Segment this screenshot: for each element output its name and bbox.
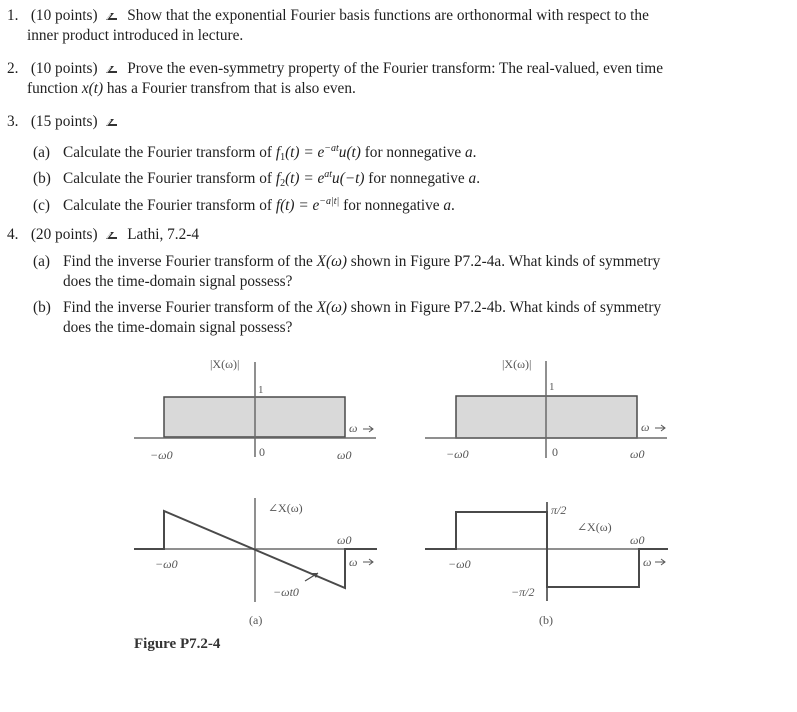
question-text-cont (7, 79, 782, 99)
math-x-of-t: x(t) (81, 80, 104, 97)
math: X(ω) (316, 253, 347, 270)
panel-b-phase-omega-axis-label: ω (643, 555, 652, 569)
question-number: 4. (7, 226, 19, 243)
panel-b-phase-upper-label: π/2 (551, 503, 567, 517)
math: a (443, 197, 452, 214)
panel-a-level-label: 1 (258, 384, 264, 396)
panel-b-tick-neg-omega0: −ω0 (446, 447, 469, 461)
panel-a-omega-axis-label: ω (349, 421, 358, 435)
text: Find the inverse Fourier transform of the (63, 299, 317, 316)
panel-b-magnitude-plot (425, 361, 667, 458)
panel-a-phase-annotation: −ωt0 (273, 585, 299, 599)
math: u(−t) (332, 170, 365, 187)
panel-a-phase-tick-omega0: ω0 (337, 533, 352, 547)
text: for nonnegative (364, 170, 469, 187)
pencil-icon (105, 230, 119, 240)
part-label: (c) (33, 197, 50, 214)
math: f (275, 144, 281, 161)
panel-b-phase-tick-omega0: ω0 (630, 533, 645, 547)
question-1 (7, 6, 782, 46)
panel-a-caption: (a) (249, 613, 263, 627)
part-label: (b) (33, 170, 51, 187)
text: shown in Figure P7.2-4a. What kinds of symmetry (346, 253, 661, 270)
panel-b-tick-omega0: ω0 (630, 447, 645, 461)
math: (t) = e (280, 197, 320, 214)
text: shown in Figure P7.2-4b. What kinds of symmetry (346, 299, 662, 316)
panel-a-tick-zero: 0 (259, 445, 265, 459)
question-3b (33, 165, 783, 194)
panel-b-phase-ylabel: ∠X(ω) (577, 520, 612, 534)
text: Calculate the Fourier transform of (63, 197, 276, 214)
question-points: (20 points) (30, 226, 98, 243)
pencil-icon (105, 117, 119, 127)
panel-a-tick-omega0: ω0 (337, 448, 352, 462)
question-3 (7, 112, 782, 132)
text-cont: does the time-domain signal possess? (63, 319, 293, 336)
math: a (464, 144, 473, 161)
math: (t) = e (285, 144, 325, 161)
panel-a-tick-neg-omega0: −ω0 (150, 448, 173, 462)
panel-b-phase-tick-neg-omega0: −ω0 (448, 557, 471, 571)
math: (t) = e (285, 170, 325, 187)
panel-a-phase-tick-neg-omega0: −ω0 (155, 557, 178, 571)
panel-a-phase-plot (134, 498, 377, 602)
question-4 (7, 225, 782, 245)
figure-title: Figure P7.2-4 (134, 636, 221, 652)
text: Find the inverse Fourier transform of the (63, 253, 317, 270)
panel-b-level-label: 1 (549, 381, 555, 393)
math-sup: −at (324, 143, 339, 154)
math: f (275, 197, 281, 214)
question-points: (10 points) (30, 7, 98, 24)
math-sub: 2 (280, 178, 286, 189)
panel-a-phase-omega-axis-label: ω (349, 555, 358, 569)
math: X(ω) (316, 299, 347, 316)
omega-arrows (363, 425, 665, 565)
question-4b (33, 298, 783, 338)
question-points: (15 points) (30, 113, 98, 130)
math-sup: at (324, 169, 333, 180)
text: . (476, 170, 481, 187)
question-4a (33, 252, 783, 292)
text: for nonnegative (360, 144, 465, 161)
math: a (468, 170, 477, 187)
pencil-icon (105, 64, 119, 74)
text: . (472, 144, 477, 161)
math-sub: 1 (280, 152, 286, 163)
part-label: (b) (33, 299, 51, 316)
panel-a-magnitude-ylabel: |X(ω)| (210, 357, 240, 371)
question-text: Show that the exponential Fourier basis functions are orthonormal with respect to the (127, 7, 649, 24)
math: u(t) (338, 144, 361, 161)
pencil-icon (105, 11, 119, 21)
text-cont: does the time-domain signal possess? (63, 273, 293, 290)
text: for nonnegative (339, 197, 444, 214)
text: has a Fourier transfrom that is also even. (103, 80, 356, 97)
text: function (27, 80, 82, 97)
math: f (275, 170, 281, 187)
question-2 (7, 59, 782, 99)
question-number: 3. (7, 113, 19, 130)
question-text-cont: inner product introduced in lecture. (27, 27, 244, 44)
question-title: Lathi, 7.2-4 (127, 226, 199, 243)
part-label: (a) (33, 253, 50, 270)
panel-b-caption: (b) (539, 613, 553, 627)
question-number: 1. (7, 7, 19, 24)
part-label: (a) (33, 144, 50, 161)
text: Calculate the Fourier transform of (63, 170, 276, 187)
text: . (451, 197, 455, 214)
math-sup: −a|t| (319, 196, 340, 207)
panel-b-phase-lower-label: −π/2 (511, 585, 535, 599)
panel-b-magnitude-ylabel: |X(ω)| (502, 357, 532, 371)
panel-a-phase-ylabel: ∠X(ω) (268, 501, 303, 515)
text: Calculate the Fourier transform of (63, 144, 276, 161)
question-3c (33, 192, 783, 216)
question-points: (10 points) (30, 60, 98, 77)
panel-b-phase-plot (425, 502, 668, 601)
panel-b-omega-axis-label: ω (641, 420, 650, 434)
panel-b-tick-zero: 0 (552, 445, 558, 459)
question-text: Prove the even-symmetry property of the Fourier transform: The real-valued, even time (127, 60, 663, 77)
question-3a (33, 139, 783, 168)
question-number: 2. (7, 60, 19, 77)
panel-a-magnitude-plot (134, 362, 376, 457)
